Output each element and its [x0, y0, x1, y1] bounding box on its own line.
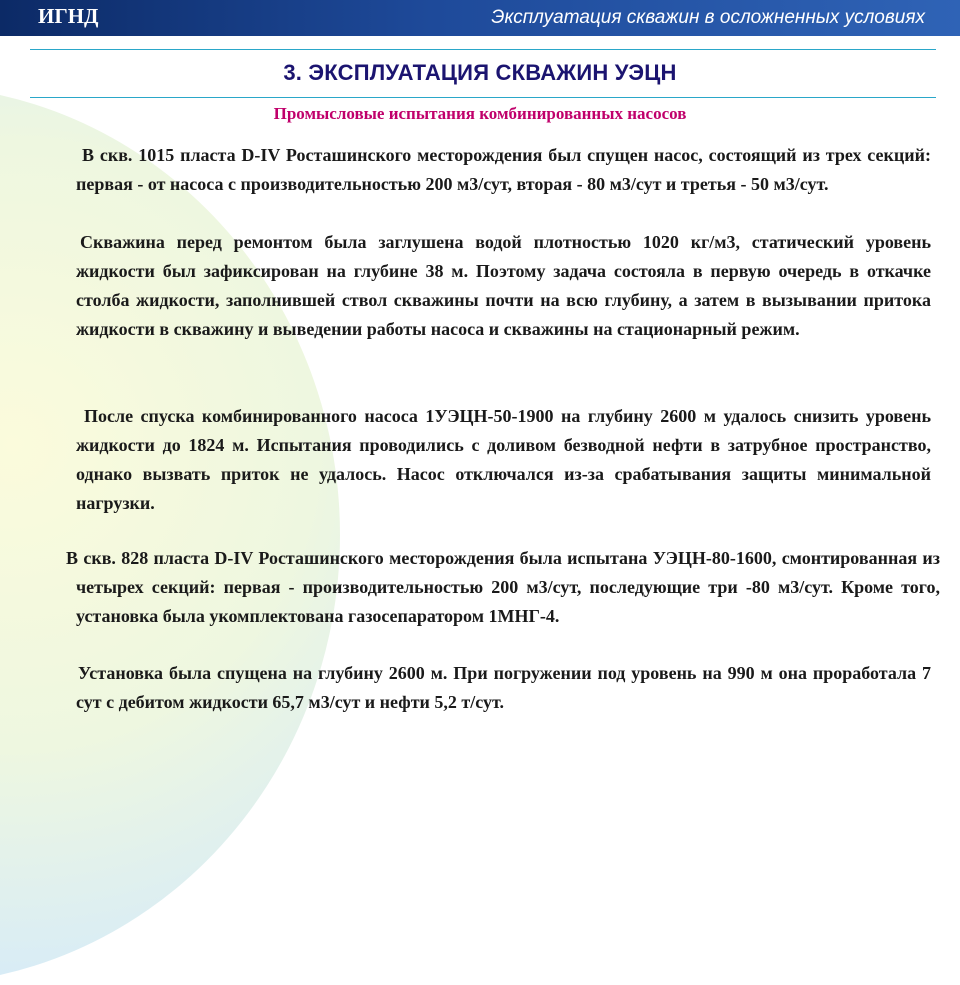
- paragraph-5: Установка была спущена на глубину 2600 м. При погружении под уровень на 990 м она проработала 7 сут с дебитом жидкости 65,7 м3/сут и нефти 5,2 т/сут.: [76, 663, 931, 712]
- paragraph-1: В скв. 1015 пласта D-IV Росташинского месторождения был спущен насос, состоящий из трех секций: первая - от насоса с производительностью 200 м3/сут, вторая - 80 м3/сут и третья - 50 м3/сут.: [76, 145, 931, 194]
- slide-title: 3. ЭКСПЛУАТАЦИЯ СКВАЖИН УЭЦН: [283, 60, 677, 85]
- course-title: Эксплуатация скважин в осложненных условиях: [491, 7, 925, 28]
- paragraph-3: После спуска комбинированного насоса 1УЭЦН-50-1900 на глубину 2600 м удалось снизить уровень жидкости до 1824 м. Испытания проводились с доливом безводной нефти в затрубное пространство, однако вызвать приток не удалось. Насос отключался из-за срабатывания защиты минимальной нагрузки.: [76, 406, 931, 513]
- slide-subtitle: Промысловые испытания комбинированных насосов: [273, 104, 687, 123]
- paragraph-4: В скв. 828 пласта D-IV Росташинского месторождения была испытана УЭЦН-80-1600, смонтированная из четырех секций: первая - производительностью 200 м3/сут, последующие три -80 м3/сут. Кроме того, установка была укомплектована газосепаратором 1МНГ-4.: [66, 548, 940, 626]
- paragraph-2: Скважина перед ремонтом была заглушена водой плотностью 1020 кг/м3, статический уровень жидкости был зафиксирован на глубине 38 м. Поэтому задача состояла в первую очередь в откачке столба жидкости, заполнившей ствол скважины почти на всю глубину, а затем в вызывании притока жидкости в скважину и выведении работы насоса и скважины на стационарный режим.: [76, 232, 931, 339]
- org-label: ИГНД: [38, 4, 99, 28]
